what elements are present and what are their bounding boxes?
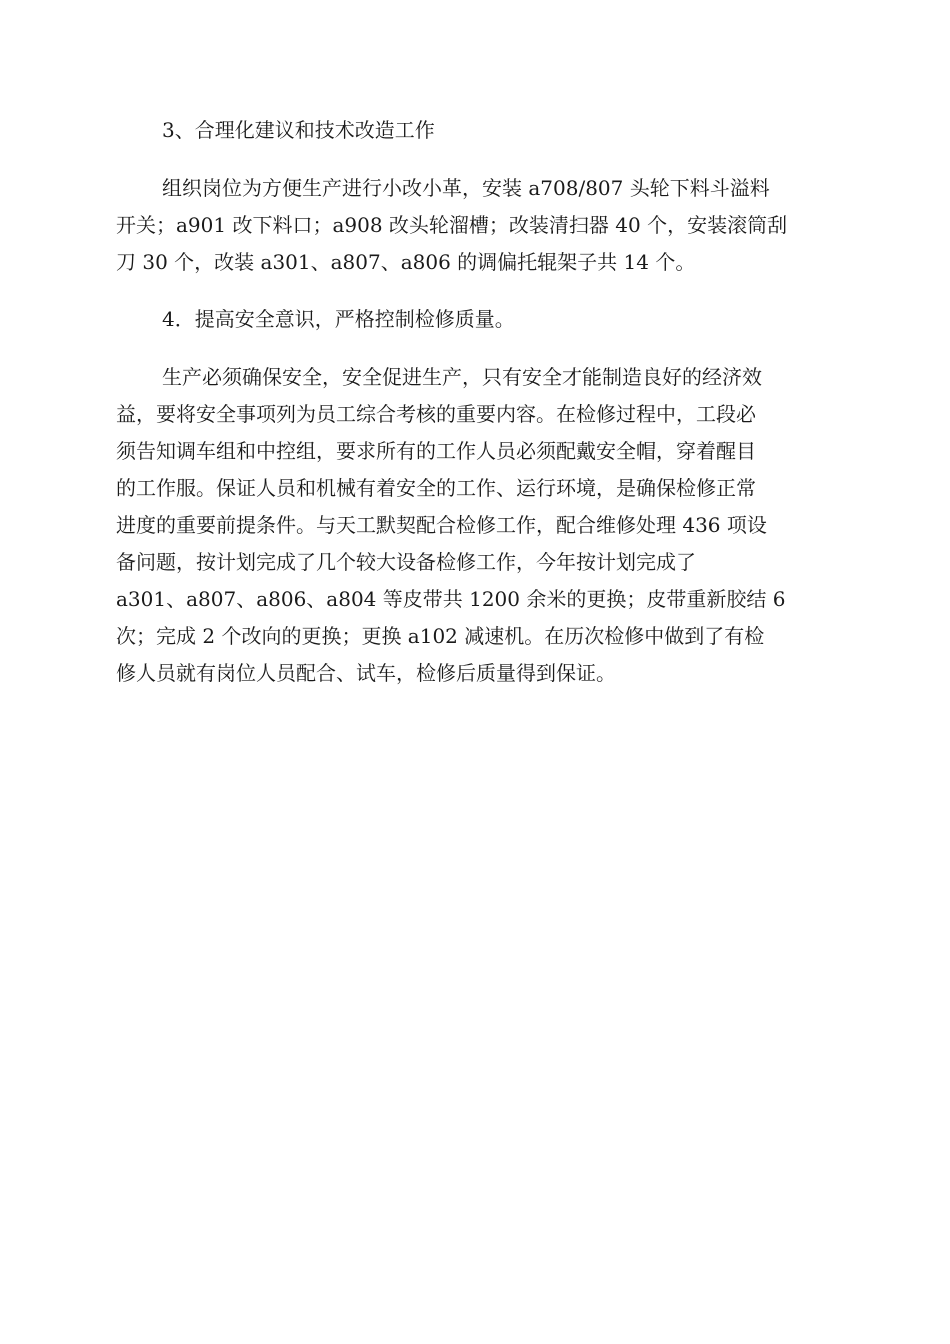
document-body bbox=[116, 112, 836, 712]
section-heading-3: 3、合理化建议和技术改造工作 bbox=[162, 118, 435, 142]
paragraph-line: 开关；a901 改下料口；a908 改头轮溜槽；改装清扫器 40 个，安装滚筒刮 bbox=[116, 213, 788, 237]
paragraph-line: 组织岗位为方便生产进行小改小革，安装 a708/807 头轮下料斗溢料 bbox=[162, 176, 770, 200]
paragraph-line: 刀 30 个，改装 a301、a807、a806 的调偏托辊架子共 14 个。 bbox=[116, 250, 696, 274]
paragraph-line: 的工作服。保证人员和机械有着安全的工作、运行环境，是确保检修正常 bbox=[116, 476, 756, 500]
paragraph-line: 须告知调车组和中控组，要求所有的工作人员必须配戴安全帽，穿着醒目 bbox=[116, 439, 756, 463]
paragraph-line: a301、a807、a806、a804 等皮带共 1200 余米的更换；皮带重新胶结 6 bbox=[116, 587, 786, 611]
paragraph-line: 次；完成 2 个改向的更换；更换 a102 减速机。在历次检修中做到了有检 bbox=[116, 624, 765, 648]
section-heading-4: 4．提高安全意识，严格控制检修质量。 bbox=[162, 307, 515, 331]
paragraph-line: 修人员就有岗位人员配合、试车，检修后质量得到保证。 bbox=[116, 661, 616, 685]
paragraph-line: 生产必须确保安全，安全促进生产，只有安全才能制造良好的经济效 bbox=[162, 365, 762, 389]
paragraph-line: 益，要将安全事项列为员工综合考核的重要内容。在检修过程中，工段必 bbox=[116, 402, 756, 426]
paragraph-technical-improvement bbox=[116, 170, 836, 281]
paragraph-line: 进度的重要前提条件。与天工默契配合检修工作，配合维修处理 436 项设 bbox=[116, 513, 767, 537]
paragraph-line: 备问题，按计划完成了几个较大设备检修工作，今年按计划完成了 bbox=[116, 550, 696, 574]
paragraph-safety-quality bbox=[116, 359, 836, 692]
